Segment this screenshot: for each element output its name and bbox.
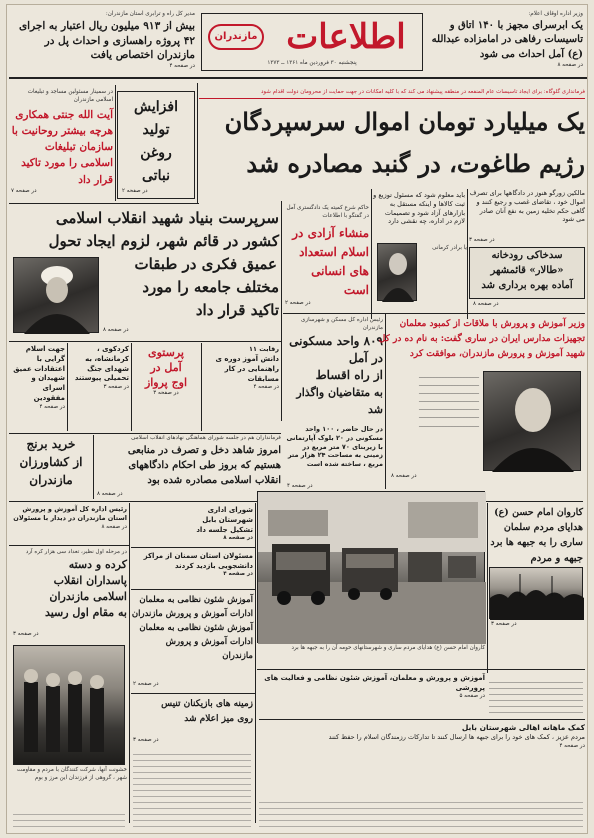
minister-photo	[483, 371, 581, 471]
dam-line-3: آماده بهره برداری شد	[481, 280, 573, 291]
caravan-line-3: ساری را به جبهه ها برد	[490, 537, 583, 548]
soldiers-silhouette	[14, 646, 126, 766]
rice-story	[11, 435, 91, 499]
martyr-line-4: مختلف جامعه را مورد	[142, 278, 279, 296]
top-left-story	[11, 11, 195, 73]
swallow-story	[133, 345, 199, 415]
lead-body: مالکین زورگو هنوز در دادگاهها برای تصرف اموال خود ، تقاضای غصب و رجیع کنند و گاهی حکم تخلیه زمین به نفع آنان صادر می شود	[469, 189, 585, 224]
housing-kicker: رئیس اداره کل مسکن و شهرسازی مازندران	[301, 317, 383, 331]
housing-line-1: ۸۰۹ واحد مسکونی	[289, 333, 383, 348]
martyr-line-1: سرپرست بنیاد شهید انقلاب اسلامی	[55, 209, 279, 227]
kordkuy-ref: در صفحه ۳	[103, 384, 129, 391]
top-right-headline: یک ابرسرای مجهز با ۱۴۰ اتاق و تاسیسات رفاهی در امامزاده عبدالله (ع) آمل احداث می شود	[431, 19, 583, 60]
kordkuy-story	[69, 345, 129, 431]
oil-box	[117, 91, 195, 199]
top-left-kicker: مدیر کل راه و ترابری استان مازندران:	[105, 11, 195, 17]
jannati-story	[11, 89, 113, 199]
housing-line-4: به متقاضیان واگذار شد	[296, 385, 383, 416]
freedom-line-2: اسلام استعداد	[299, 244, 369, 259]
teachers-ref: در صفحه ۸	[391, 473, 417, 479]
housing-body: در حال حاضر ، ۱۰۰ واحد مسکونی در ۲۰ بلوک آپارتمانی با زیربنای ۷۰ متر مربع در زمینی به مساحت ۲۴ هزار متر مربع ، ساخته شده است	[286, 425, 383, 469]
freedom-line-1: منشاء آزادی در	[292, 225, 369, 240]
freedom-ref: در صفحه ۲	[285, 299, 311, 306]
waqf-body: باید معلوم شود که مسئول توزیع و ثبت کالاها و اینکه مستقل به بازارهای آزاد شود و تصمیمات لازم در اداره، چه نقشی دارد	[373, 191, 465, 226]
minister-silhouette	[484, 372, 582, 472]
confiscation-line-3: انقلاب اسلامی مصادره شده بود	[147, 474, 281, 486]
teachers-line-3: شهید آموزش و پرورش مازندران، موافقت کرد	[409, 349, 585, 359]
qolam-text: رئیس اداره کل آموزش و پرورش استان مازندران در دیدار با مسئولان	[13, 505, 127, 523]
camp-ref: در صفحه ۴	[223, 571, 253, 578]
left-text-lines	[133, 749, 251, 827]
military-training-story	[131, 593, 253, 685]
military-line-1: آموزش شئون نظامی به معلمان	[139, 595, 253, 605]
rice-line-2: از کشاورزان	[19, 455, 83, 469]
teachers-body-filler: ____________________ ____________________ ____________________ ____________________ ____________________ ____________________ ____________________	[419, 371, 479, 427]
guards-line-2: پاسداران انقلاب	[53, 573, 127, 587]
military-line-3: آموزش شئون نظامی به معلمان	[139, 623, 253, 633]
confiscation-line-1: امروز شاهد دخل و تصرف در منابعی	[127, 444, 281, 456]
tennis-line-2: روی میز اعلام شد	[184, 714, 253, 724]
masthead	[201, 13, 423, 71]
military-line-5: مازندران	[222, 651, 253, 661]
jannati-kicker: در سمینار مسئولین مساجد و تبلیغات اسلامی مازندران	[27, 89, 113, 103]
martyr-line-5: تاکید قرار داد	[195, 301, 279, 319]
kordkuy-text: کردکوی ، کرمانشاه، به شهدای جنگ تحمیلی پیوستند	[74, 345, 129, 383]
competition-story	[203, 345, 279, 431]
front-label: جبهه و مردم	[530, 553, 583, 564]
oil-line-1: افزایش	[134, 99, 178, 115]
swallow-ref: در صفحه ۳	[153, 390, 179, 396]
crowd-photo	[489, 567, 583, 619]
camp-story	[131, 551, 253, 585]
oil-line-3: روغن	[140, 145, 172, 161]
donation-story	[259, 719, 585, 793]
guards-line-3: اسلامی مازندران	[49, 589, 127, 603]
lead-line-2: رژیم طاغوت، در گنبد مصادره شد	[246, 149, 585, 178]
masthead-title: اطلاعات	[286, 17, 406, 57]
corner-text-lines	[13, 809, 125, 829]
freedom-kicker: حاکم شرع کمیته یک دادگستری آمل در گفتگو با اطلاعات	[286, 205, 369, 219]
guards-kicker: در مرحله اول نظیر، تعداد سی هزار کره آرد	[25, 549, 127, 555]
soldiers-caption: خشونت آنها، شرکت کنندگان با مردم و مقاومت شهر ، گروهی از فرزندان این مرز و بوم	[16, 767, 127, 781]
tennis-line-1: زمینه های بازیکنان تنیس	[161, 699, 253, 709]
dam-line-1: سدخاکی رودخانه	[491, 250, 563, 261]
convoy-photo-caption: کاروان امام حسن (ع) هدایای مردم ساری و شهرستانهای حومه آن را به جبهه ها برد	[291, 645, 485, 651]
portrait-photo	[377, 243, 417, 301]
rice-line-3: مازندران	[29, 473, 73, 487]
swallow-line-2: آمل در	[150, 361, 182, 374]
confiscation-line-2: هستیم که بروز طی احکام دادگاههای	[128, 459, 281, 471]
camp-text: مسئولان استان سمنان از مراکز دانشجویی بازدید کردند	[143, 552, 253, 571]
oil-ref: در صفحه ۲	[122, 188, 148, 194]
newspaper-page	[6, 4, 588, 834]
caravan-line-1: کاروان امام حسن (ع)	[494, 507, 583, 518]
council-story	[177, 505, 253, 545]
swallow-line-3: اوج پرواز	[144, 376, 188, 389]
guards-line-1: کرده و دسته	[68, 557, 127, 571]
competition-kicker: رقابت ۱۱	[249, 345, 279, 353]
oil-line-2: تولید	[142, 122, 170, 138]
confiscation-kicker: فرمانداران هم در جلسه شورای هماهنگی نهادهای انقلاب اسلامی	[131, 435, 281, 441]
hajat-text: جهت اسلام گرایی با اعتقادات عمیق شهیدان و اسرای مفقودین	[13, 345, 65, 402]
martyr-line-3: عمیق فکری در طبقات	[134, 255, 277, 273]
guards-ref: در صفحه ۳	[13, 631, 39, 637]
freedom-line-3: های انسانی است	[311, 263, 369, 297]
top-left-headline: بیش از ۹۱۳ میلیون ریال اعتبار به اجرای ۴۲ پروژه راهسازی و احداث پل در مازندران اختصاص یافت	[18, 19, 195, 62]
jannati-ref: در صفحه ۷	[11, 187, 37, 194]
bottom-text-lines	[259, 797, 583, 827]
cleric-silhouette	[14, 258, 100, 334]
guards-line-4: به مقام اول رسید	[44, 605, 127, 619]
sandbag-ref: در صفحه ۵	[459, 693, 485, 700]
housing-line-2: در آمل	[348, 350, 383, 365]
cleric-photo	[13, 257, 99, 333]
caravan-ref: در صفحه ۳	[491, 621, 517, 627]
dam-box	[469, 247, 585, 299]
freedom-story	[285, 205, 369, 313]
donation-text: مردم عزیز ، کمک های خود را برای جبهه ها ارسال کنند تا تدارکات رزمندگان اسلام را حفظ کنند	[328, 733, 585, 742]
dam-line-2: «طالار» قائمشهر	[490, 265, 564, 276]
tennis-story	[131, 697, 253, 737]
teachers-story	[378, 317, 585, 365]
council-ref: در صفحه ۸	[223, 535, 253, 542]
military-line-4: ادارات آموزش و پرورش	[165, 637, 253, 647]
lead-line-1: یک میلیارد تومان اموال سرسپردگان	[224, 107, 585, 136]
masthead-region: مازندران	[208, 24, 264, 50]
dam-ref: در صفحه ۸	[473, 301, 499, 307]
teachers-line-1: وزیر آموزش و پرورش با ملاقات از کمبود معلمان	[399, 319, 585, 329]
martyr-ref: در صفحه ۸	[103, 327, 129, 333]
competition-ref: در صفحه ۴	[253, 384, 279, 391]
convoy-trucks-illustration	[258, 492, 486, 644]
council-text: شورای اداری شهرستان بابل تشکیل جلسه داد	[196, 506, 253, 535]
top-right-ref: در صفحه ۸	[557, 62, 583, 69]
donation-kicker: کمک ماهانه اهالی شهرستان بابل	[461, 723, 585, 732]
caravan-line-2: هدایای مردم سلمان	[503, 522, 583, 533]
crowd-silhouette	[490, 568, 584, 620]
portrait-caption: یا برادر کرمانی	[432, 245, 467, 251]
portrait-silhouette	[378, 244, 418, 302]
military-line-2: ادارات آموزش و پرورش مازندران	[131, 609, 253, 619]
rice-line-1: خرید برنج	[26, 437, 76, 451]
oil-line-4: نباتی	[142, 168, 170, 184]
qolam-story	[11, 505, 127, 543]
guards-story	[11, 549, 127, 631]
confiscation-story	[95, 435, 281, 493]
top-right-story	[429, 11, 583, 73]
martyr-line-2: کشور در قائم شهر، لزوم ایجاد تحول	[48, 232, 279, 250]
housing-story	[285, 317, 383, 427]
qolam-ref: در صفحه ۸	[101, 523, 127, 530]
swallow-line-1: پرستوی	[148, 346, 184, 359]
hajat-ref: در صفحه ۴	[39, 403, 65, 410]
military-ref: در صفحه ۲	[133, 681, 159, 687]
competition-text: دانش آموز دوره ی راهنمایی در کار مسابقات	[215, 354, 279, 384]
confiscation-ref: در صفحه ۸	[97, 491, 123, 497]
sandbag-text: آموزش و پرورش و معلمان، آموزش شئون نظامی و فعالیت های پرورشی	[264, 674, 485, 693]
sandbag-story	[259, 673, 485, 717]
tennis-ref: در صفحه ۳	[133, 737, 159, 743]
top-right-kicker: وزیر اداره اوقاف اعلام:	[528, 11, 583, 17]
hajat-story	[11, 345, 65, 431]
jannati-headline: آیت الله جنتی همکاری هرچه بیشتر روحانیت با سازمان تبلیغات اسلامی را مورد تاکید قرار داد	[11, 108, 113, 186]
lead-headline	[199, 101, 585, 187]
donation-ref: در صفحه ۴	[559, 742, 585, 749]
top-left-ref: در صفحه ۴	[169, 62, 195, 69]
housing-ref: در صفحه ۴	[287, 483, 313, 489]
masthead-dateline: پنجشنبه ۳۰ فروردین ماه ۱۳۶۱ ــ ۱۳۷۳	[267, 60, 357, 66]
housing-line-3: از راه اقساط	[315, 367, 383, 382]
teachers-line-2: تجهیزات مدارس ایران در ساری گفت: به نام ده در کل	[378, 334, 585, 344]
convoy-photo	[257, 491, 485, 643]
lead-ref: در صفحه ۳	[469, 237, 495, 243]
soldiers-photo	[13, 645, 125, 765]
column-text-lines	[489, 677, 583, 717]
red-banner: فرمانداری گلوگاه: برای ایجاد تاسیسات عام المنفعه در منطقه پیشنهاد می کند که با کلیه امکانات در جهت حمایت از محرومان دولت اقدام شود	[199, 85, 585, 99]
